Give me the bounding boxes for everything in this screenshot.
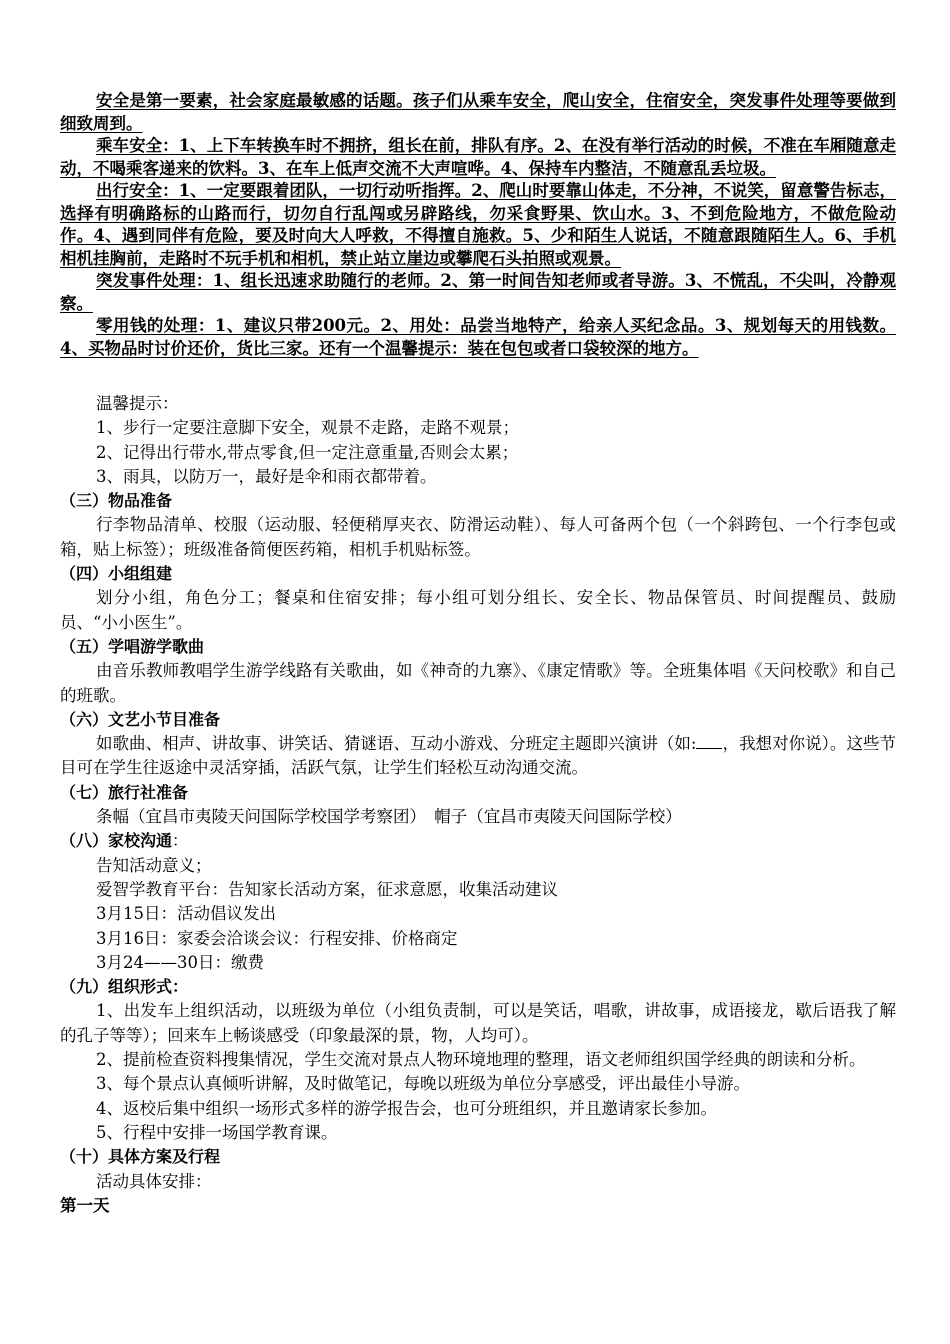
- tip-item: 1、步行一定要注意脚下安全，观景不走路，走路不观景；: [96, 418, 519, 438]
- section-heading-items: （三）物品准备: [60, 491, 173, 511]
- vehicle-safety: 乘车安全：1、上下车转换车时不拥挤，组长在前，排队有序。2、在没有举行活动的时候，不准在车厢随意走动，不喝乘客递来的饮料。3、在车上低声交流不大声喧哗。4、保持车内整洁，不随意乱丢垃圾。: [60, 136, 896, 178]
- tip-item: 2、记得出行带水,带点零食,但一定注意重量,否则会太累；: [96, 442, 519, 462]
- tip-item: 3、雨具，以防万一，最好是伞和雨衣都带着。: [96, 466, 437, 486]
- document-body: [60, 392, 896, 1218]
- safety-section: [60, 90, 896, 360]
- communication-line: 爱智学教育平台：告知家长活动方案，征求意愿，收集活动建议: [96, 879, 558, 899]
- communication-line: 告知活动意义；: [96, 855, 212, 875]
- travel-safety: 出行安全：1、一定要跟着团队，一切行动听指挥。2、爬山时要靠山体走，不分神，不说笑，留意警告标志，选择有明确路标的山路而行，切勿自行乱闯或另辟路线，勿采食野果、饮山水。3、不到危险地方，不做危险动作。4、遇到同伴有危险，要及时向大人呼救，不得擅自施救。5、少和陌生人说话，不随意跟随陌生人。6、手机相机挂胸前，走路时不玩手机和相机，禁止站立崖边或攀爬石头拍照或观景。: [60, 181, 896, 268]
- tips-title: 温馨提示：: [96, 394, 179, 413]
- organization-item: 5、行程中安排一场国学教育课。: [96, 1122, 338, 1142]
- section-heading-itinerary: （十）具体方案及行程: [60, 1147, 221, 1167]
- section-text-agency: 条幅（宜昌市夷陵天问国际学校国学考察团） 帽子（宜昌市夷陵天问国际学校）: [96, 807, 682, 827]
- safety-intro: 安全是第一要素，社会家庭最敏感的话题。孩子们从乘车安全，爬山安全，住宿安全，突发事件处理等要做到细致周到。: [60, 91, 896, 133]
- organization-item: 1、出发车上组织活动，以班级为单位（小组负责制，可以是笑话，唱歌，讲故事，成语接龙，歇后语我了解的孔子等等）；回来车上畅谈感受（印象最深的景，物，人均可）。: [60, 1001, 896, 1045]
- section-text-items: 行李物品清单、校服（运动服、轻便稍厚夹衣、防滑运动鞋）、每人可备两个包（一个斜跨包、一个行李包或箱，贴上标签）；班级准备简便医药箱，相机手机贴标签。: [60, 515, 896, 559]
- section-text-groups: 划分小组，角色分工；餐桌和住宿安排；每小组可划分组长、安全长、物品保管员、时间提醒员、鼓励员、“小小医生”。: [60, 588, 896, 632]
- section-heading-communication: （八）家校沟通：: [60, 831, 189, 851]
- fill-blank: [696, 734, 722, 749]
- section-heading-songs: （五）学唱游学歌曲: [60, 636, 205, 656]
- section-heading-performances: （六）文艺小节目准备: [60, 709, 221, 729]
- organization-item: 4、返校后集中组织一场形式多样的游学报告会，也可分班组织，并且邀请家长参加。: [96, 1098, 717, 1118]
- pocket-money: 零用钱的处理：1、建议只带200元。2、用处：品尝当地特产，给亲人买纪念品。3、规划每天的用钱数。4、买物品时讨价还价，货比三家。还有一个温馨提示：装在包包或者口袋较深的地方。: [60, 316, 896, 358]
- section-text-songs: 由音乐教师教唱学生游学线路有关歌曲，如《神奇的九寨》、《康定情歌》等。全班集体唱《天问校歌》和自己的班歌。: [60, 661, 896, 705]
- section-heading-groups: （四）小组组建: [60, 564, 173, 584]
- section-text-itinerary: 活动具体安排：: [96, 1171, 212, 1191]
- communication-line: 3月16日：家委会洽谈会议：行程安排、价格商定: [96, 928, 458, 948]
- day-one-heading: 第一天: [60, 1195, 110, 1215]
- organization-item: 2、提前检查资料搜集情况，学生交流对景点人物环境地理的整理，语文老师组织国学经典的朗读和分析。: [96, 1050, 866, 1070]
- section-text-performances: 如歌曲、相声、讲故事、讲笑话、猜谜语、互动小游戏、分班定主题即兴演讲（如: ，我想对你说）。这些节目可在学生往返途中灵活穿插，活跃气氛，让学生们轻松互动沟通交流。: [60, 734, 896, 778]
- section-heading-organization: （九）组织形式：: [60, 977, 189, 997]
- communication-line: 3月15日：活动倡议发出: [96, 904, 276, 924]
- emergency-handling: 突发事件处理：1、组长迅速求助随行的老师。2、第一时间告知老师或者导游。3、不慌乱，不尖叫，冷静观察。: [60, 271, 896, 313]
- communication-line: 3月24——30日：缴费: [96, 952, 264, 972]
- organization-item: 3、每个景点认真倾听讲解，及时做笔记，每晚以班级为单位分享感受，评出最佳小导游。: [96, 1074, 750, 1094]
- section-heading-agency: （七）旅行社准备: [60, 782, 189, 802]
